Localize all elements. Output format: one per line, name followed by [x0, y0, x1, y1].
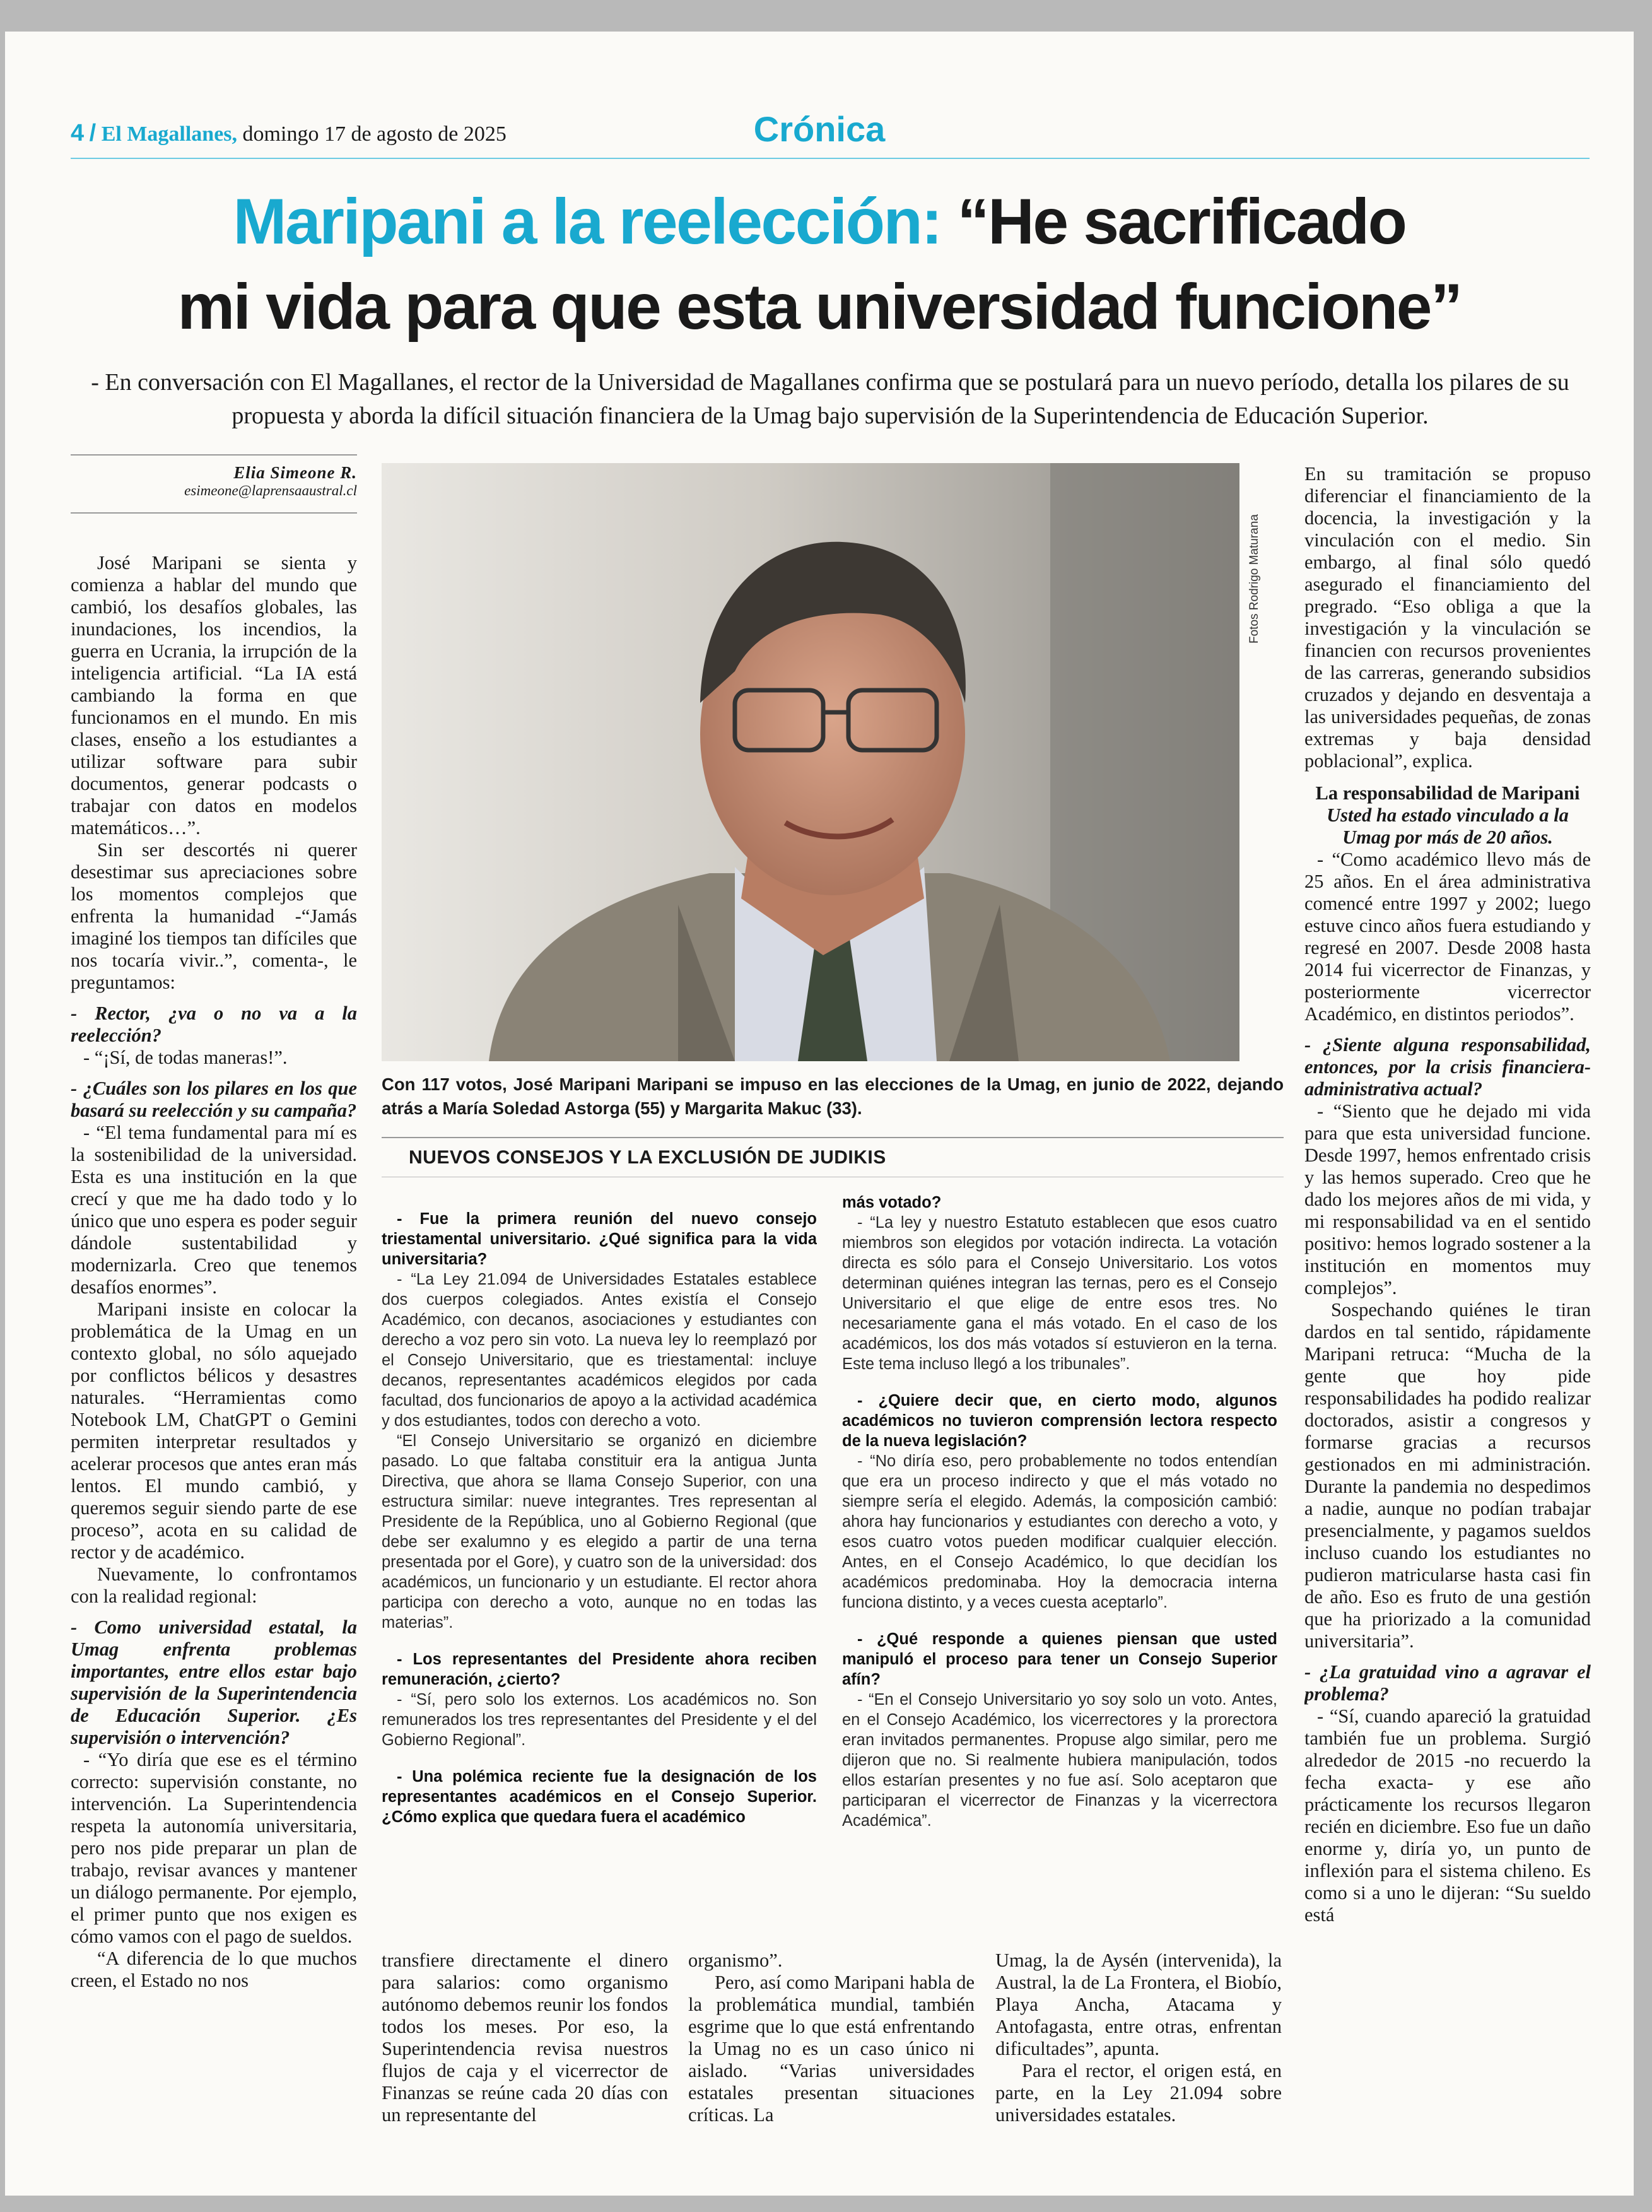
- paragraph: Umag, la de Aysén (intervenida), la Austral, la de La Frontera, el Biobío, Playa Ancha, Atacama y Antofagasta, entre otras, enfrentan dificultades”, apunta.: [995, 1950, 1282, 2059]
- text-column-4-bottom: [995, 1950, 1282, 2183]
- author-name: Elia Simeone R.: [233, 463, 357, 482]
- paragraph: Sospechando quiénes le tiran dardos en tal sentido, rápidamente Maripani retruca: “Mucha de la gente que hoy pide responsabilidades ha podido realizar doctorados, asistir a congresos y formarse gracias a recursos gestionados en mi administración. Durante la pandemia no despedimos a nadie, aunque no podían trabajar presencialmente, y pagamos sueldos incluso cuando los estudiantes no pudieron matricularse hasta casi fin de año. Eso es fruto de una gestión que ha priorizado a la comunidad universitaria”.: [1304, 1299, 1591, 1652]
- section-subhead: NUEVOS CONSEJOS Y LA EXCLUSIÓN DE JUDIKIS: [409, 1147, 886, 1168]
- question-paragraph: más votado?: [842, 1194, 942, 1211]
- question-paragraph: Usted ha estado vinculado a la Umag por más de 20 años.: [1327, 804, 1569, 848]
- paragraph: - “Yo diría que ese es el término correcto: supervisión constante, no intervención. La Superintendencia respeta la autonomía universitaria, pero nos pide preparar un plan de trabajo, revisar avances y mantener un diálogo permanente. Por ejemplo, el primer punto que nos exigen es cómo vamos con el pago de sueldos.: [71, 1749, 357, 1947]
- question-paragraph: - Como universidad estatal, la Umag enfrenta problemas importantes, entre ellos estar bajo supervisión de la Superintendencia de Educación Superior. ¿Es supervisión o intervención?: [71, 1616, 357, 1748]
- paragraph: - “La ley y nuestro Estatuto establecen que esos cuatro miembros son elegidos por votación indirecta. La votación directa es sólo para el Consejo Universitario. Los votos determinan quiénes integran las ternas, pero es el Consejo Universitario el que elige de entre esos tres. No necesariamente gana el más votado. En el caso de los académicos, los dos más votados sí estuvieron en la terna. Este tema incluso llegó a los tribunales”.: [842, 1214, 1277, 1373]
- question-paragraph: - ¿Cuáles son los pilares en los que basará su reelección y su campaña?: [71, 1078, 357, 1121]
- question-paragraph: - ¿Quiere decir que, en cierto modo, algunos académicos no tuvieron comprensión lectora respecto de la nueva legislación?: [842, 1392, 1277, 1450]
- author-email: esimeone@laprensaaustral.cl: [184, 483, 357, 498]
- paragraph: - “¡Sí, de todas maneras!”.: [83, 1047, 288, 1068]
- section-title: Crónica: [753, 109, 886, 149]
- question-paragraph: - Fue la primera reunión del nuevo consejo triestamental universitario. ¿Qué significa para la vida universitaria?: [382, 1210, 817, 1268]
- paragraph: transfiere directamente el dinero para salarios: como organismo autónomo debemos reunir los fondos todos los meses. Por eso, la Superintendencia revisa nuestros flujos de caja y el vicerrector de Finanzas se reúne cada 20 días con un representante del: [382, 1950, 668, 2126]
- question-paragraph: - Una polémica reciente fue la designación de los representantes académicos en el Consejo Superior. ¿Cómo explica que quedara fuera el académico: [382, 1768, 817, 1826]
- text-column-2-bottom: [382, 1950, 668, 2183]
- text-column-3-bottom: [688, 1950, 975, 2183]
- paragraph: Maripani insiste en colocar la problemática de la Umag en un contexto global, no sólo aquejado por conflictos bélicos y desastres naturales. “Herramientas como Notebook LM, ChatGPT o Gemini permiten interpretar resultados y acelerar procesos que antes eran más lentos. El mundo cambió, y queremos seguir siendo parte de ese proceso”, acota en su calidad de rector y de académico.: [71, 1298, 357, 1563]
- paragraph: - “Siento que he dejado mi vida para que esta universidad funcione. Desde 1997, hemos enfrentado crisis y las hemos superado. Creo que he dado los mejores años de mi vida, y mi responsabilidad va en el sentido positivo: hemos logrado sostener a la institución en momentos muy complejos”.: [1304, 1100, 1591, 1298]
- paragraph: Para el rector, el origen está, en parte, en la Ley 21.094 sobre universidades estatales.: [995, 2060, 1282, 2126]
- text-column-1: [71, 552, 357, 2183]
- column-subhead: La responsabilidad de Maripani: [1315, 782, 1580, 804]
- paper-name: El Magallanes,: [101, 122, 238, 146]
- text-column-5: [1304, 463, 1591, 2183]
- header-divider: [71, 158, 1590, 159]
- paragraph: José Maripani se sienta y comienza a hablar del mundo que cambió, los desafíos globales, las inundaciones, los incendios, la guerra en Ucrania, la irrupción de la inteligencia artificial. “La IA está cambiando la forma en que funcionamos en el mundo. En mis clases, enseño a los estudiantes a utilizar software para subir documentos, generar podcasts o trabajar con datos en modelos matemáticos…”.: [71, 552, 357, 838]
- question-paragraph: - ¿Qué responde a quienes piensan que usted manipuló el proceso para tener un Consejo Superior afín?: [842, 1630, 1277, 1688]
- question-paragraph: - ¿Siente alguna responsabilidad, entonces, por la crisis financiera-administrativa actual?: [1304, 1034, 1591, 1100]
- paragraph: - “Sí, cuando apareció la gratuidad también fue un problema. Surgió alrededor de 2015 -no recuerdo la fecha exacta- y ese año prácticamente los recursos llegaron recién en diciembre. Eso fue un daño enorme y, diría yo, un punto de inflexión para el sistema chileno. Es como si a uno le dijeran: “Su sueldo está: [1304, 1705, 1591, 1926]
- headline-blue: Maripani a la reelección:: [233, 185, 941, 257]
- issue-date: domingo 17 de agosto de 2025: [242, 122, 507, 146]
- question-paragraph: - Rector, ¿va o no va a la reelección?: [71, 1003, 357, 1046]
- newspaper-page: [5, 32, 1634, 2196]
- byline-divider-top: [71, 454, 357, 456]
- paragraph: “A diferencia de lo que muchos creen, el Estado no nos: [71, 1948, 357, 1991]
- paragraph: - “La Ley 21.094 de Universidades Estatales establece dos cuerpos colegiados. Antes existía el Consejo Académico, con decanos, asociaciones y estudiantes con derecho a voz pero sin voto. La nueva ley lo reemplazó por el Consejo Universitario, que es triestamental: incluye decanos, representantes académicos elegidos por cada facultad, dos funcionarios de apoyo a la actividad académica y dos estudiantes, todos con derecho a voto.: [382, 1271, 817, 1430]
- paragraph: - “Sí, pero solo los externos. Los académicos no. Son remunerados los tres representantes del Presidente y el del Gobierno Regional”.: [382, 1691, 817, 1749]
- article-photo: [382, 463, 1239, 1061]
- byline: [71, 463, 357, 499]
- photo-credit: [1246, 467, 1265, 644]
- headline-quote-start: “He sacrificado: [957, 185, 1406, 257]
- headline-line-1: [5, 185, 1634, 257]
- question-paragraph: - ¿La gratuidad vino a agravar el problema?: [1304, 1661, 1591, 1705]
- paragraph: Sin ser descortés ni querer desestimar sus apreciaciones sobre los momentos complejos que enfrenta la humanidad -“Jamás imaginé los tiempos tan difíciles que nos tocaría vivir..”, comenta-, le preguntamos:: [71, 839, 357, 993]
- text-column-3: [842, 1192, 1277, 1940]
- byline-divider-bottom: [71, 512, 357, 514]
- text-column-2: [382, 1192, 817, 1940]
- paragraph: - “Como académico llevo más de 25 años. En el área administrativa comencé entre 1997 y 2002; luego estuve cinco años fuera estudiando y regresé en 2007. Desde 2008 hasta 2014 fui vicerrector de Finanzas, y posteriormente vicerrector Académico, en distintos periodos”.: [1304, 849, 1591, 1025]
- paragraph: organismo”.: [688, 1950, 783, 1971]
- paragraph: - “En el Consejo Universitario yo soy solo un voto. Antes, en el Consejo Académico, los vicerrectores y la prorectora eran invitados permanentes. Propuse algo similar, pero me dijeron que no. Si realmente hubiera manipulación, todos ellos estarían presentes y no fue así. Solo aceptaron que participaran el vicerrector de Finanzas y la vicerrectora Académica”.: [842, 1691, 1277, 1830]
- headline-line-2: mi vida para que esta universidad funcione”: [177, 271, 1462, 343]
- paragraph: - “El tema fundamental para mí es la sostenibilidad de la universidad. Esta es una institución en la que crecí y que me ha dado todo y lo único que uno espera es poder seguir dándole sustentabilidad y modernizarla. Creo que tenemos desafíos enormes”.: [71, 1122, 357, 1298]
- paragraph: “El Consejo Universitario se organizó en diciembre pasado. Lo que faltaba constituir era la antigua Junta Directiva, que ahora se llama Consejo Superior, con una estructura similar: nueve integrantes. Tres representan al Presidente de la República, uno al Gobierno Regional (que debe ser exalumno y es elegido a partir de una terna presentada por el Gore), y cuatro son de la universidad: dos académicos, un funcionario y un estudiante. El rector ahora participa con derecho a voto, aunque no en todas las materias”.: [382, 1432, 817, 1632]
- page-number: 4: [71, 120, 85, 146]
- question-paragraph: - Los representantes del Presidente ahora reciben remuneración, ¿cierto?: [382, 1650, 817, 1688]
- subhead-divider-top: [382, 1137, 1284, 1138]
- header-separator: /: [89, 120, 97, 146]
- paragraph: Pero, así como Maripani habla de la problemática mundial, también esgrime que lo que está enfrentando la Umag no es un caso único ni aislado. “Varias universidades estatales presentan situaciones críticas. La: [688, 1972, 975, 2126]
- photo-credit-text: Fotos Rodrigo Maturana: [1248, 514, 1261, 644]
- paragraph: - “No diría eso, pero probablemente no todos entendían que era un proceso indirecto y que el más votado no siempre sería el elegido. Además, la composición cambió: ahora hay funcionarios y estudiantes con derecho a voto, y esos cuatro votos pueden modificar cualquier elección. Antes, en el Consejo Académico, lo que decidían los académicos predominaba. Hoy la democracia interna funciona distinto, y a veces cuesta aceptarlo”.: [842, 1452, 1277, 1611]
- paragraph: En su tramitación se propuso diferenciar el financiamiento de la docencia, la investigación y la vinculación con el medio. Sin embargo, al final sólo quedó asegurado el financiamiento del pregrado. “Eso obliga a que la investigación y la vinculación se financien con recursos provenientes de las carreras, generando subsidios cruzados y dejando en desventaja a las universidades pequeñas, de zonas extremas y baja densidad poblacional”, explica.: [1304, 463, 1591, 772]
- paragraph: Nuevamente, lo confrontamos con la realidad regional:: [71, 1563, 357, 1607]
- article-deck: - En conversación con El Magallanes, el rector de la Universidad de Magallanes confirma que se postulará para un nuevo período, detalla los pilares de su propuesta y aborda la difícil situación financiera de la Umag bajo supervisión de la Superintendencia de Educación Superior.: [91, 369, 1569, 429]
- photo-caption: Con 117 votos, José Maripani Maripani se impuso en las elecciones de la Umag, en junio de 2022, dejando atrás a María Soledad Astorga (55) y Margarita Makuc (33).: [382, 1074, 1284, 1118]
